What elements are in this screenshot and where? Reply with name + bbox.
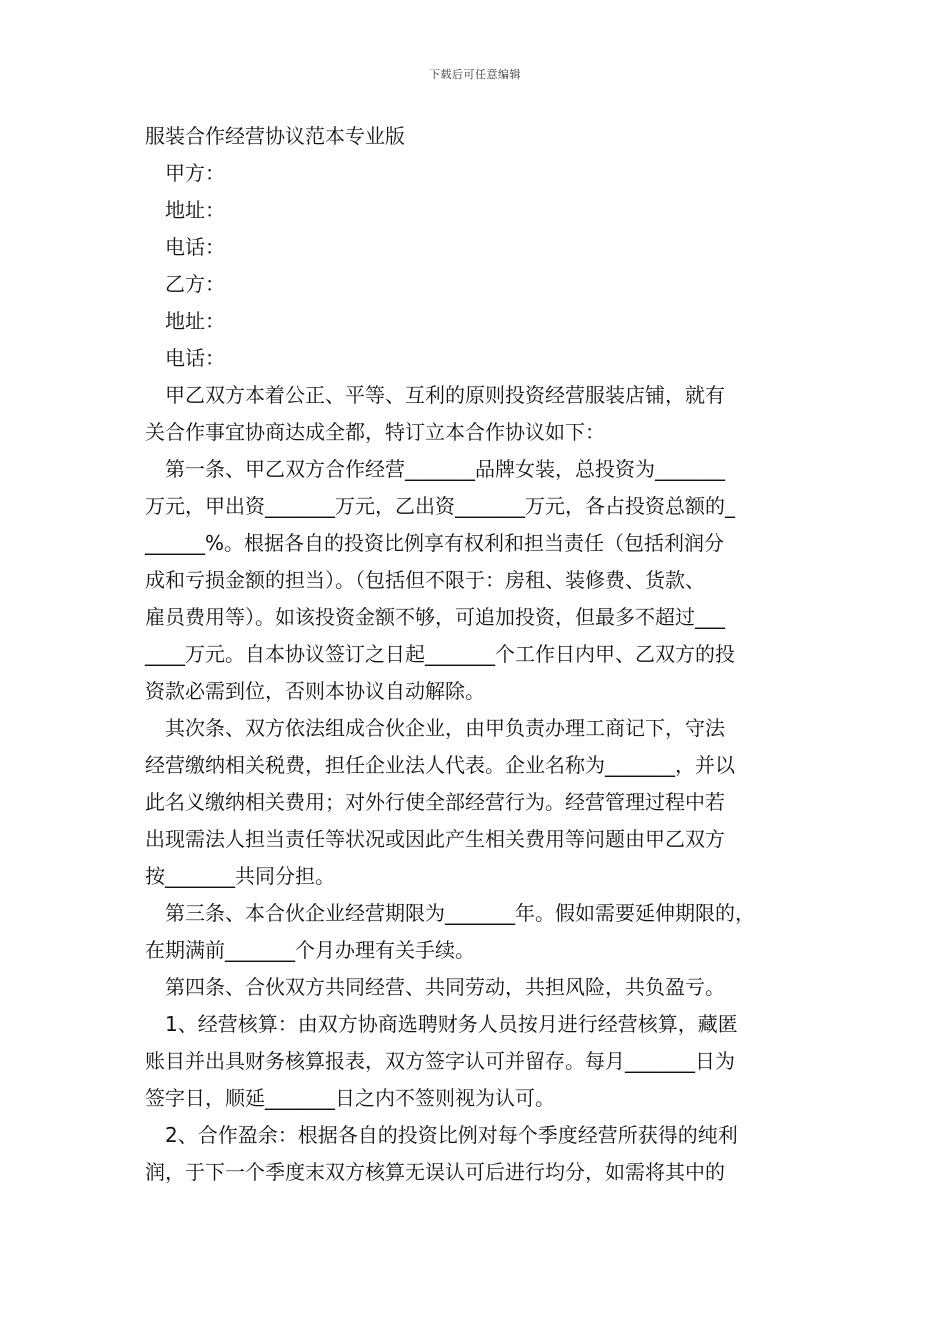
paragraph-line: 按_______共同分担。 [145, 864, 335, 888]
paragraph-article-1 [145, 451, 810, 710]
paragraph-article-2 [145, 710, 810, 895]
paragraph-line: 雇员费用等）。如该投资金额不够，可追加投资，但最多不超过___ [145, 605, 725, 629]
paragraph-line: 经营缴纳相关税费，担任企业法人代表。企业名称为_______，并以 [145, 753, 735, 777]
paragraph-item-2 [145, 1117, 810, 1191]
paragraph-line: 第一条、甲乙双方合作经营_______品牌女装，总投资为_______ [165, 457, 725, 481]
field-party-b-phone: 电话： [165, 346, 225, 370]
field-party-a-phone: 电话： [165, 235, 225, 259]
paragraph-line: 万元，甲出资_______万元，乙出资_______万元，各占投资总额的_ [145, 494, 735, 518]
paragraph-line: 成和亏损金额的担当）。（包括但不限于：房租、装修费、货款、 [145, 568, 705, 592]
paragraph-article-3 [145, 895, 810, 969]
paragraph-line: 2、合作盈余：根据各自的投资比例对每个季度经营所获得的纯利 [165, 1123, 738, 1147]
party-fields [145, 155, 810, 377]
field-party-b: 乙方： [165, 272, 225, 296]
paragraph-preamble [145, 377, 810, 451]
paragraph-line: 第四条、合伙双方共同经营、共同劳动，共担风险，共负盈亏。 [165, 975, 725, 999]
paragraph-line: 账目并出具财务核算报表，双方签字认可并留存。每月_______日为 [145, 1049, 735, 1073]
paragraph-line: 其次条、双方依法组成合伙企业，由甲负责办理工商记下，守法 [165, 716, 725, 740]
paragraph-line: ______%。根据各自的投资比例享有权利和担当责任（包括利润分 [145, 531, 725, 555]
field-party-a: 甲方： [165, 161, 225, 185]
paragraph-article-4 [145, 969, 810, 1006]
paragraph-line: 在期满前_______个月办理有关手续。 [145, 938, 475, 962]
paragraph-line: 出现需法人担当责任等状况或因此产生相关费用等问题由甲乙双方 [145, 827, 725, 851]
paragraph-line: 关合作事宜协商达成全都，特订立本合作协议如下： [145, 420, 605, 444]
document-body [145, 118, 810, 1191]
paragraph-line: 甲乙双方本着公正、平等、互利的原则投资经营服装店铺，就有 [165, 383, 725, 407]
paragraph-line: 资款必需到位，否则本协议自动解除。 [145, 679, 485, 703]
paragraph-line: 签字日，顺延_______日之内不签则视为认可。 [145, 1086, 555, 1110]
paragraph-line: 1、经营核算：由双方协商选聘财务人员按月进行经营核算，藏匿 [165, 1012, 738, 1036]
paragraph-line: 此名义缴纳相关费用；对外行使全部经营行为。经营管理过程中若 [145, 790, 725, 814]
paragraph-item-1 [145, 1006, 810, 1117]
paragraph-line: 润，于下一个季度末双方核算无误认可后进行均分，如需将其中的 [145, 1160, 725, 1184]
header-note: 下载后可任意编辑 [429, 68, 521, 81]
document-title: 服装合作经营协议范本专业版 [145, 124, 405, 148]
field-party-b-address: 地址： [165, 309, 225, 333]
paragraph-line: 第三条、本合伙企业经营期限为_______年。假如需要延伸期限的， [165, 901, 755, 925]
field-party-a-address: 地址： [165, 198, 225, 222]
paragraph-line: ____万元。自本协议签订之日起_______个工作日内甲、乙双方的投 [145, 642, 735, 666]
